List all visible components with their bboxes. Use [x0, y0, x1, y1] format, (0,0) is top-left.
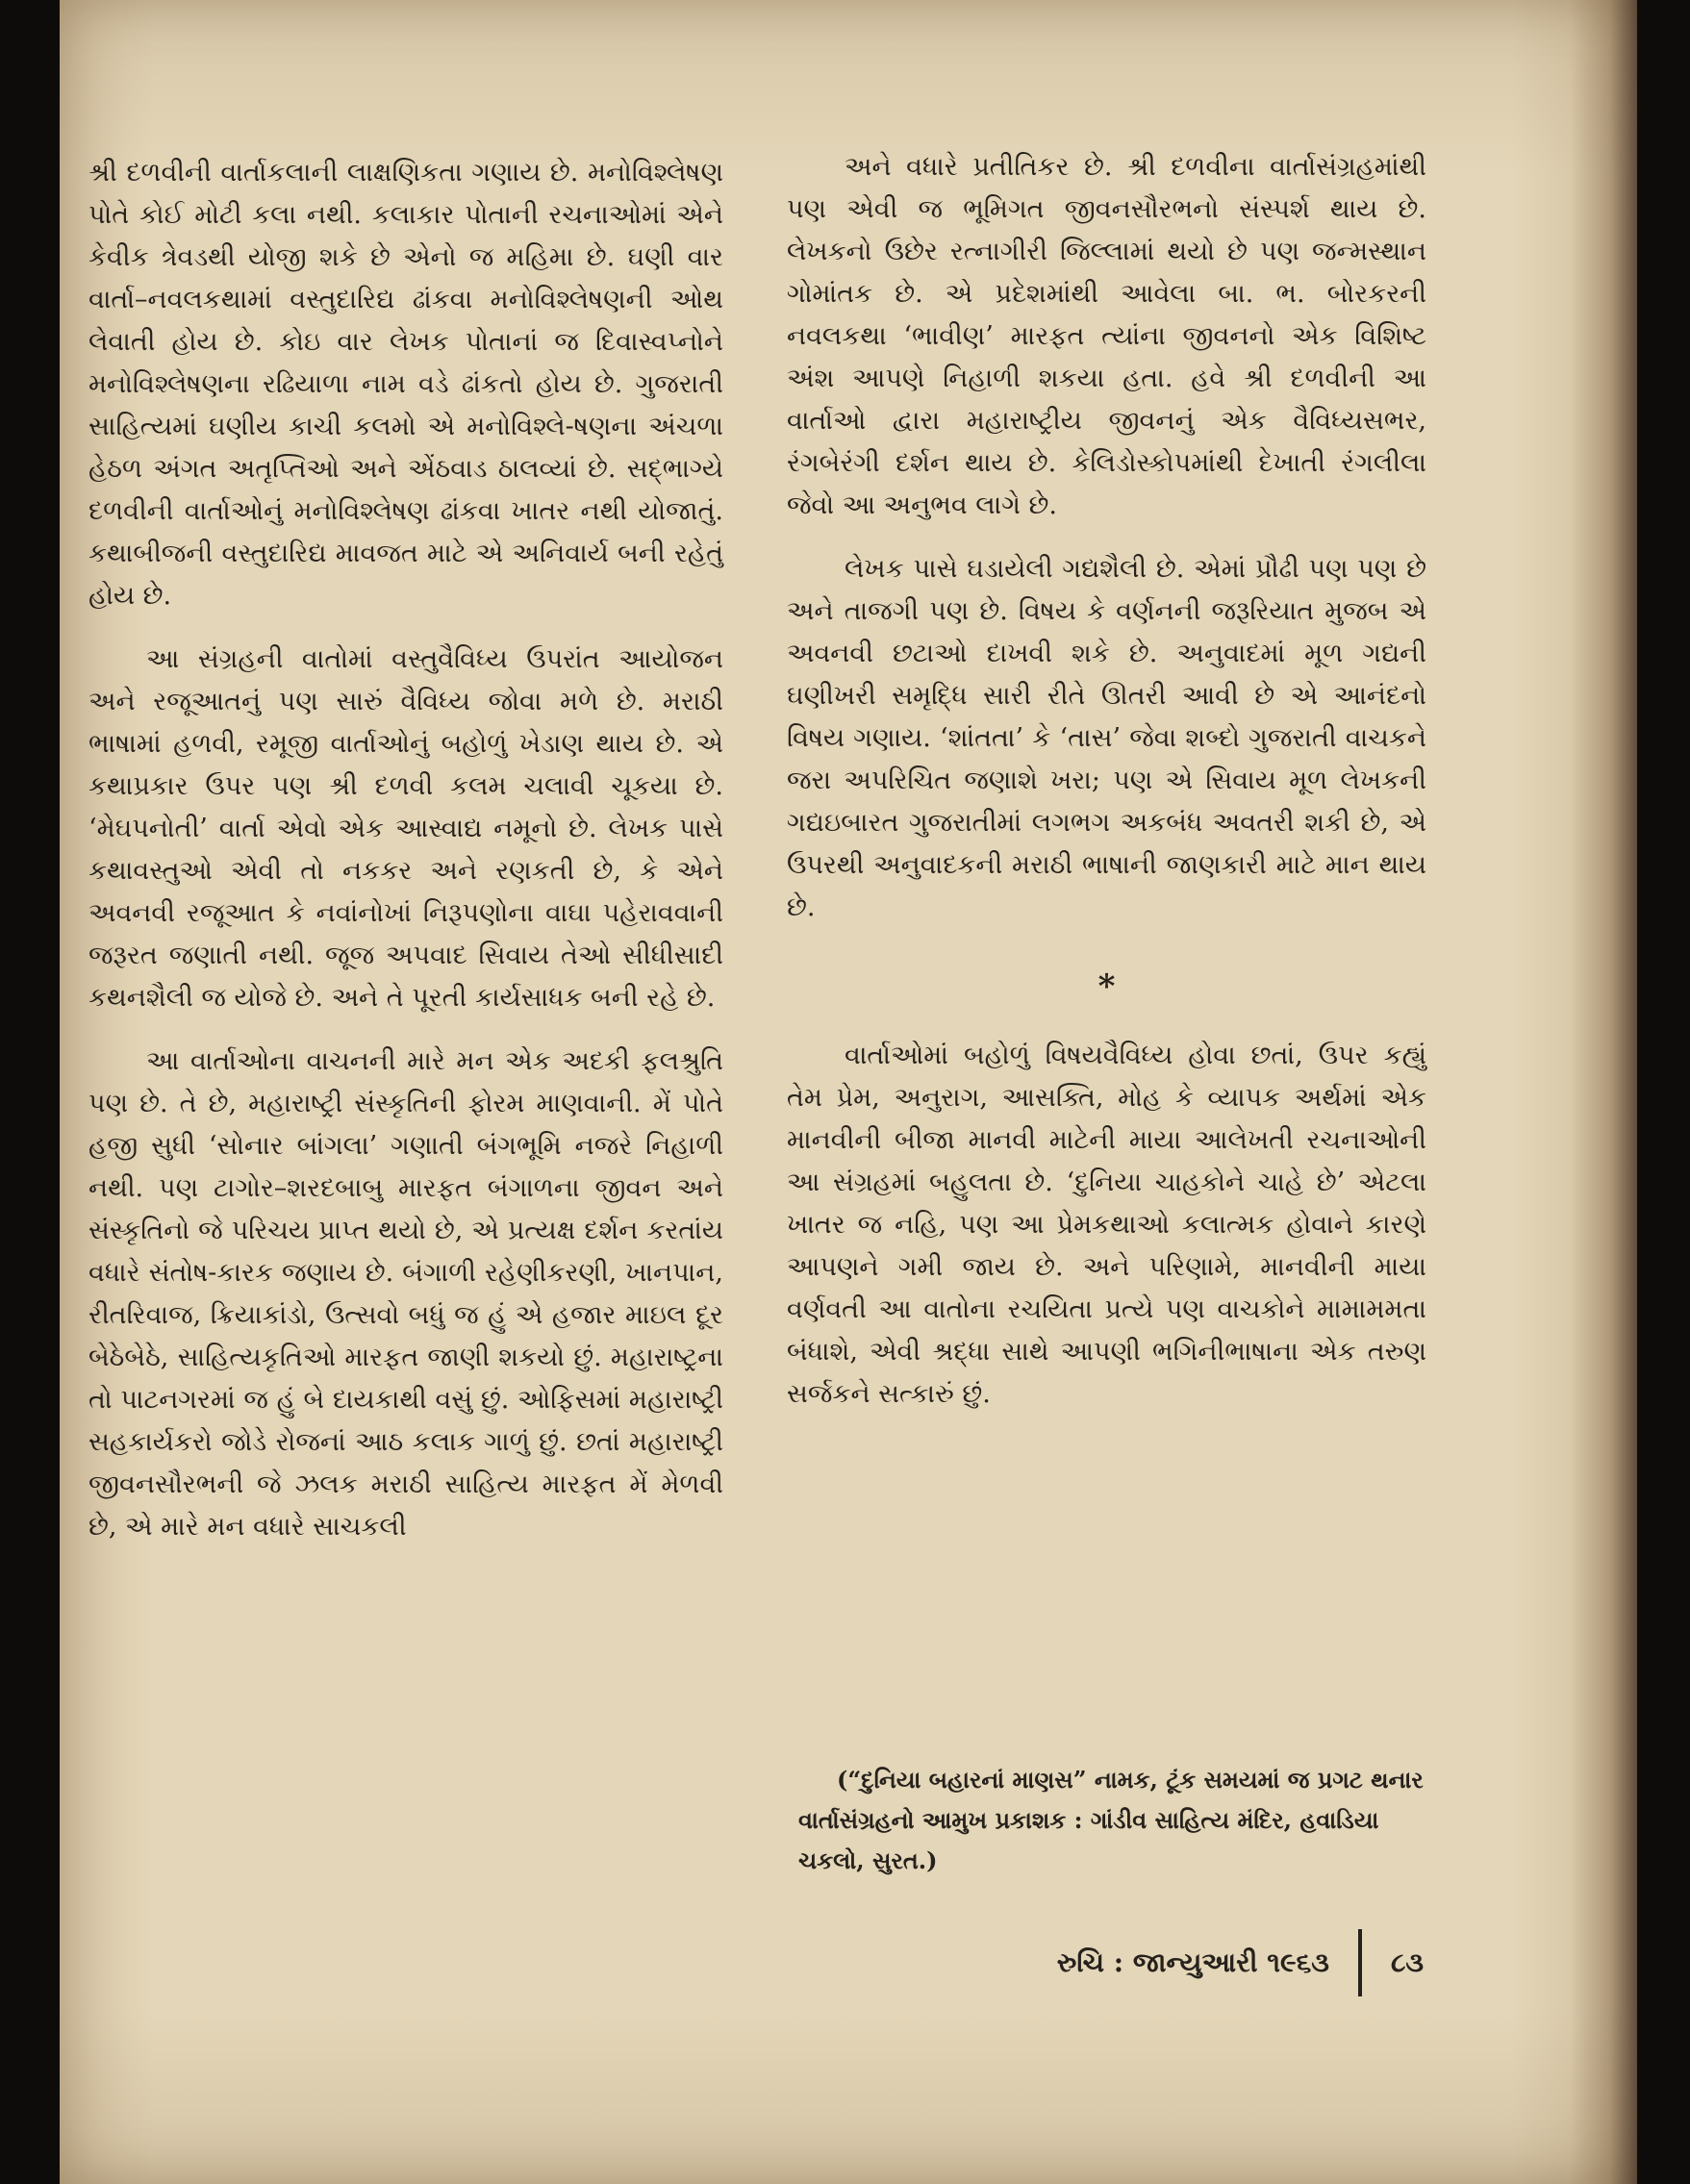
left-column [88, 152, 723, 1569]
paragraph: લેખક પાસે ઘડાયેલી ગદ્યશૈલી છે. એમાં પ્રૌઢી પણ પણ છે અને તાજગી પણ છે. વિષય કે વર્ણનની જરૂરિયાત મુજબ એ અવનવી છટાઓ દાખવી શકે છે. અનુવાદમાં મૂળ ગદ્યની ઘણીખરી સમૃદ્ધિ સારી રીતે ઊતરી આવી છે એ આનંદનો વિષય ગણાય. ‘શાંતતા’ કે ‘તાસ’ જેવા શબ્દો ગુજરાતી વાચકને જરા અપરિચિત જણાશે ખરા; પણ એ સિવાય મૂળ લેખકની ગદ્યઇબારત ગુજરાતીમાં લગભગ અકબંધ અવતરી શકી છે, એ ઉપરથી અનુવાદકની મરાઠી ભાષાની જાણકારી માટે માન થાય છે. [787, 554, 1426, 922]
paragraph: શ્રી દળવીની વાર્તાકલાની લાક્ષણિકતા ગણાય છે. મનોવિશ્લેષણ પોતે કોઈ મોટી કલા નથી. કલાકાર પોતાની રચનાઓમાં એને કેવીક ત્રેવડથી યોજી શકે છે એનો જ મહિમા છે. ઘણી વાર વાર્તા–નવલકથામાં વસ્તુદારિદ્ય ઢાંકવા મનોવિશ્લેષણની ઓથ લેવાતી હોય છે. કોઇ વાર લેખક પોતાનાં જ દિવાસ્વપ્નોને મનોવિશ્લેષણના રઢિયાળા નામ વડે ઢાંકતો હોય છે. ગુજરાતી સાહિત્યમાં ઘણીય કાચી કલમો એ મનોવિશ્લે-ષણના અંચળા હેઠળ અંગત અતૃપ્તિઓ અને એંઠવાડ ઠાલવ્યાં છે. સદ્‌ભાગ્યે દળવીની વાર્તાઓનું મનોવિશ્લેષણ ઢાંકવા ખાતર નથી યોજાતું. કથાબીજની વસ્તુદારિદ્ય માવજત માટે એ અનિવાર્ય બની રહેતું હોય છે. [88, 158, 723, 611]
footer-divider [1358, 1929, 1362, 1996]
page-edge-shadow [1570, 0, 1637, 2184]
paragraph: આ વાર્તાઓના વાચનની મારે મન એક અદકી ફલશ્રુતિ પણ છે. તે છે, મહારાષ્ટ્રી સંસ્કૃતિની ફોરમ માણવાની. મેં પોતે હજી સુધી ‘સોનાર બાંગલા’ ગણાતી બંગભૂમિ નજરે નિહાળી નથી. પણ ટાગોર–શરદબાબુ મારફત બંગાળના જીવન અને સંસ્કૃતિનો જે પરિચય પ્રાપ્ત થયો છે, એ પ્રત્યક્ષ દર્શન કરતાંય વધારે સંતોષ-કારક જણાય છે. બંગાળી રહેણીકરણી, ખાનપાન, રીતરિવાજ, ક્રિયાકાંડો, ઉત્સવો બધું જ હું એ હજાર માઇલ દૂર બેઠેબેઠે, સાહિત્યકૃતિઓ મારફત જાણી શકયો છું. મહારાષ્ટ્રના તો પાટનગરમાં જ હું બે દાયકાથી વસું છું. ઓફિસમાં મહારાષ્ટ્રી સહકાર્યકરો જોડે રોજનાં આઠ કલાક ગાળું છું. છતાં મહારાષ્ટ્રી જીવનસૌરભની જે ઝલક મરાઠી સાહિત્ય મારફત મેં મેળવી છે, એ મારે મન વધારે સાચકલી [88, 1046, 723, 1542]
paragraph: આ સંગ્રહની વાતોમાં વસ્તુવૈવિધ્ય ઉપરાંત આયોજન અને રજૂઆતનું પણ સારું વૈવિધ્ય જોવા મળે છે. મરાઠી ભાષામાં હળવી, રમૂજી વાર્તાઓનું બહોળું ખેડાણ થાય છે. એ કથાપ્રકાર ઉપર પણ શ્રી દળવી કલમ ચલાવી ચૂકયા છે. ‘મેઘપનોતી’ વાર્તા એવો એક આસ્વાદ્ય નમૂનો છે. લેખક પાસે કથાવસ્તુઓ એવી તો નકકર અને રણકતી છે, કે એને અવનવી રજૂઆત કે નવાંનોખાં નિરૂપણોના વાઘા પહેરાવવાની જરૂરત જણાતી નથી. જૂજ અપવાદ સિવાય તેઓ સીધીસાદી કથનશૈલી જ યોજે છે. અને તે પૂરતી કાર્યસાધક બની રહે છે. [88, 644, 723, 1013]
publication-label: રુચિ : જાન્યુઆરી ૧૯૬૩ [1056, 1946, 1329, 1978]
paragraph: વાર્તાઓમાં બહોળું વિષયવૈવિધ્ય હોવા છતાં, ઉપર કહ્યું તેમ પ્રેમ, અનુરાગ, આસક્તિ, મોહ કે વ્યાપક અર્થમાં એક માનવીની બીજા માનવી માટેની માયા આલેખતી રચનાઓની આ સંગ્રહમાં બહુલતા છે. ‘દુનિયા ચાહકોને ચાહે છે’ એટલા ખાતર જ નહિ, પણ આ પ્રેમકથાઓ કલાત્મક હોવાને કારણે આપણને ગમી જાય છે. અને પરિણામે, માનવીની માયા વર્ણવતી આ વાતોના રચયિતા પ્રત્યે પણ વાચકોને મામામમતા બંધાશે, એવી શ્રદ્ધા સાથે આપણી ભગિનીભાષાના એક તરુણ સર્જકને સત્કારું છું. [787, 1041, 1426, 1409]
page-number: ૮૩ [1390, 1946, 1424, 1978]
section-separator: * [1097, 967, 1116, 1006]
page-footer [1010, 1929, 1424, 1996]
paragraph: અને વધારે પ્રતીતિકર છે. શ્રી દળવીના વાર્તાસંગ્રહમાંથી પણ એવી જ ભૂમિગત જીવનસૌરભનો સંસ્પર્શ થાય છે. લેખકનો ઉછેર રત્નાગીરી જિલ્લામાં થયો છે પણ જન્મસ્થાન ગોમાંતક છે. એ પ્રદેશમાંથી આવેલા બા. ભ. બોરકરની નવલકથા ‘ભાવીણ’ મારફત ત્યાંના જીવનનો એક વિશિષ્ટ અંશ આપણે નિહાળી શકયા હતા. હવે શ્રી દળવીની આ વાર્તાઓ દ્વારા મહારાષ્ટ્રીય જીવનનું એક વૈવિધ્યસભર, રંગબેરંગી દર્શન થાય છે. કેલિડોસ્કોપમાંથી દેખાતી રંગલીલા જેવો આ અનુભવ લાગે છે. [787, 152, 1426, 520]
right-column [787, 146, 1426, 1437]
source-note: (“દુનિયા બહારનાં માણસ” નામક, ટૂંક સમયમાં જ પ્રગટ થનાર વાર્તાસંગ્રહનો આમુખ પ્રકાશક : ગાંડીવ સાહિત્ય મંદિર, હવાડિયા ચકલો, સુરત.) [798, 1766, 1424, 1874]
